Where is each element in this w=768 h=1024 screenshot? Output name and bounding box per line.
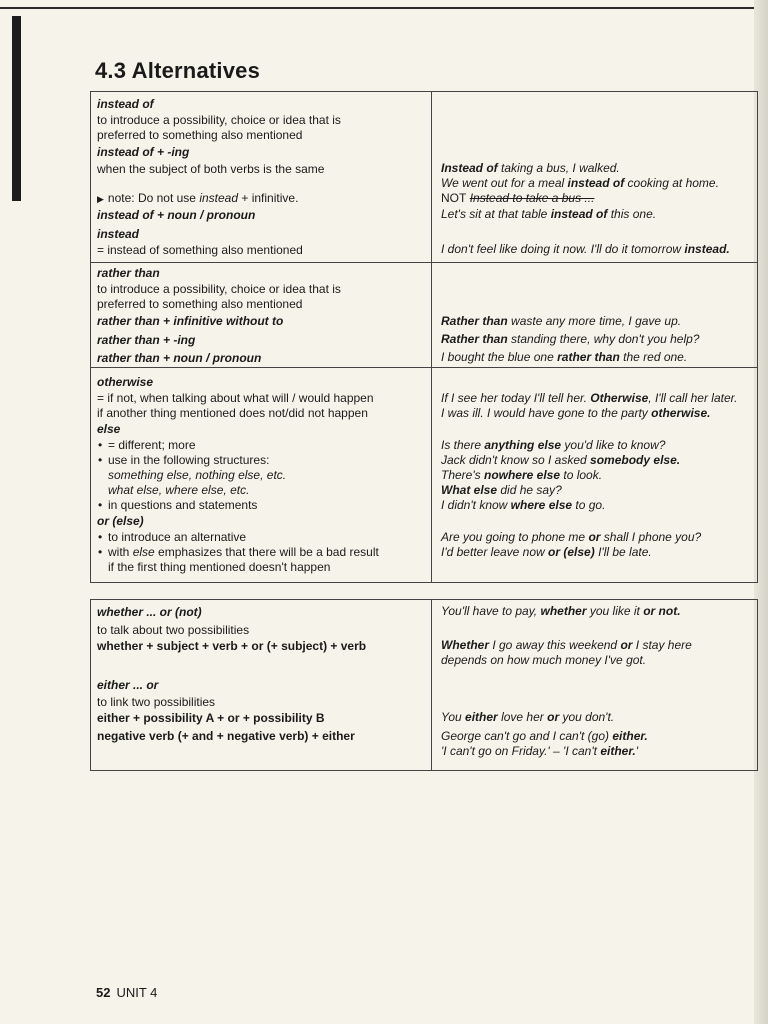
- otherwise-desc-2: if another thing mentioned does not/did not happen: [97, 406, 368, 420]
- page-footer: [96, 985, 157, 1000]
- rather-than-heading: rather than: [97, 266, 160, 280]
- negative-either-pattern: negative verb (+ and + negative verb) + either: [97, 729, 355, 743]
- either-example-2: George can't go and I can't (go) either.: [441, 729, 648, 743]
- unit-label: UNIT 4: [116, 985, 158, 1000]
- whether-desc: to talk about two possibilities: [97, 623, 250, 637]
- else-example-3: There's nowhere else to look.: [441, 468, 603, 482]
- rather-desc-2: preferred to something also mentioned: [97, 297, 303, 311]
- either-heading: either ... or: [97, 678, 159, 692]
- top-rule: [0, 7, 768, 9]
- instead-example-5: I don't feel like doing it now. I'll do it tomorrow instead.: [441, 242, 730, 256]
- rather-example-1: Rather than waste any more time, I gave up.: [441, 314, 682, 328]
- whether-row: [91, 600, 758, 771]
- rather-than-noun-pattern: rather than + noun / pronoun: [97, 351, 262, 365]
- or-else-bullet-1: • to introduce an alternative: [108, 530, 246, 545]
- page-number: 52: [96, 985, 111, 1000]
- otherwise-example-2: I was ill. I would have gone to the party otherwise.: [441, 406, 711, 420]
- rather-than-infinitive-pattern: rather than + infinitive without to: [97, 314, 284, 328]
- instead-example-3: NOT Instead to take a bus ...: [441, 191, 595, 205]
- whether-heading: whether ... or (not): [97, 605, 202, 619]
- otherwise-heading: otherwise: [97, 375, 154, 389]
- otherwise-example-1: If I see her today I'll tell her. Otherwise, I'll call her later.: [441, 391, 738, 405]
- else-bullet-2: • use in the following structures:: [108, 453, 269, 468]
- either-pattern: either + possibility A + or + possibility B: [97, 711, 325, 725]
- rather-example-2: Rather than standing there, why don't you help?: [441, 332, 700, 346]
- otherwise-examples-cell: [432, 368, 758, 583]
- or-else-heading: or (else): [97, 514, 144, 528]
- either-example-3: 'I can't go on Friday.' – 'I can't either.': [441, 744, 638, 758]
- else-example-2: Jack didn't know so I asked somebody else.: [441, 453, 681, 467]
- else-example-1: Is there anything else you'd like to know?: [441, 438, 666, 452]
- alternatives-table: [90, 91, 758, 583]
- arrow-right-icon: ▶: [97, 194, 104, 204]
- instead-example-4: Let's sit at that table instead of this one.: [441, 207, 657, 221]
- or-else-example-1: Are you going to phone me or shall I phone you?: [441, 530, 702, 544]
- whether-rules-cell: [91, 600, 432, 771]
- rather-row: [91, 263, 758, 368]
- page-title: 4.3 Alternatives: [95, 58, 261, 83]
- or-else-bullet-2: • with else emphasizes that there will be a bad result: [108, 545, 379, 560]
- otherwise-desc-1: = if not, when talking about what will / would happen: [97, 391, 374, 405]
- instead-example-2: We went out for a meal instead of cooking at home.: [441, 176, 719, 190]
- instead-examples-cell: [432, 92, 758, 263]
- else-bullet-1: • = different; more: [108, 438, 196, 453]
- instead-rules-cell: [91, 92, 432, 263]
- else-heading: else: [97, 422, 121, 436]
- instead-desc-3: = instead of something also mentioned: [97, 243, 303, 257]
- instead-row: [91, 92, 758, 263]
- rather-examples-cell: [432, 263, 758, 368]
- instead-desc-1: to introduce a possibility, choice or idea that is: [97, 113, 341, 127]
- whether-example-2: Whether I go away this weekend or I stay here: [441, 638, 692, 652]
- either-example-1: You either love her or you don't.: [441, 710, 615, 724]
- or-else-bullet-2-cont: if the first thing mentioned doesn't happen: [108, 560, 331, 574]
- or-else-example-2: I'd better leave now or (else) I'll be late.: [441, 545, 652, 559]
- else-bullet-3: • in questions and statements: [108, 498, 257, 513]
- rather-rules-cell: [91, 263, 432, 368]
- whether-pattern: whether + subject + verb + or (+ subject) + verb: [97, 639, 367, 653]
- rather-desc-1: to introduce a possibility, choice or idea that is: [97, 282, 341, 296]
- instead-note: ▶ note: Do not use instead + infinitive.: [97, 191, 299, 205]
- rather-than-ing-pattern: rather than + -ing: [97, 333, 196, 347]
- otherwise-rules-cell: [91, 368, 432, 583]
- instead-ing-desc: when the subject of both verbs is the same: [97, 162, 325, 176]
- else-structure-1: something else, nothing else, etc.: [108, 468, 287, 482]
- instead-of-heading: instead of: [97, 97, 154, 111]
- otherwise-row: [91, 368, 758, 583]
- else-example-5: I didn't know where else to go.: [441, 498, 606, 512]
- whether-example-2-cont: depends on how much money I've got.: [441, 653, 647, 667]
- else-example-4: What else did he say?: [441, 483, 562, 497]
- instead-of-noun-pattern: instead of + noun / pronoun: [97, 208, 256, 222]
- whether-examples-cell: [432, 600, 758, 771]
- instead-of-ing-pattern: instead of + -ing: [97, 145, 190, 159]
- whether-either-table: [90, 599, 758, 771]
- instead-heading-2: instead: [97, 227, 140, 241]
- instead-desc-2: preferred to something also mentioned: [97, 128, 303, 142]
- left-margin-bar: [12, 16, 21, 201]
- rather-example-3: I bought the blue one rather than the red one.: [441, 350, 688, 364]
- instead-example-1: Instead of taking a bus, I walked.: [441, 161, 620, 175]
- either-desc: to link two possibilities: [97, 695, 216, 709]
- whether-example-1: You'll have to pay, whether you like it or not.: [441, 604, 681, 618]
- else-structure-2: what else, where else, etc.: [108, 483, 250, 497]
